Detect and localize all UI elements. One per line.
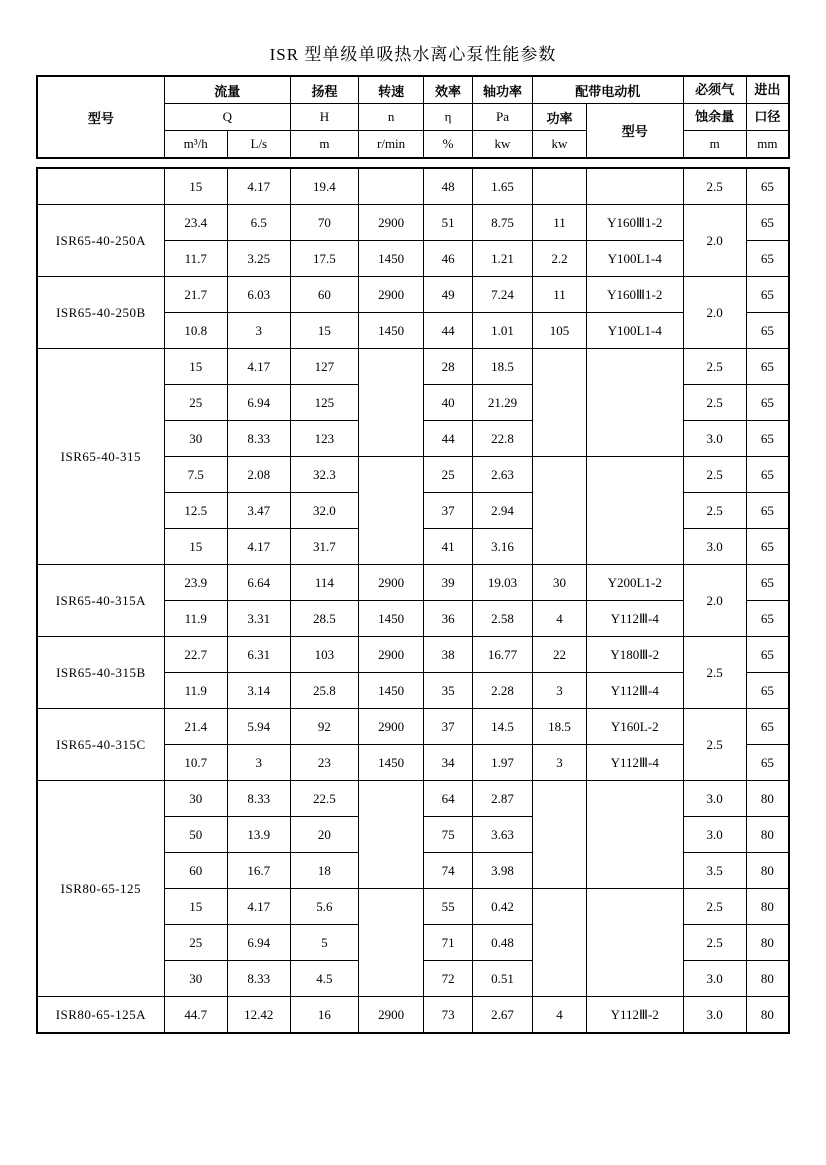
cell-port-diameter: 65 [746,457,789,493]
cell-speed: 2900 [359,277,424,313]
header-unit-eta: % [424,131,473,159]
page-title: ISR 型单级单吸热水离心泵性能参数 [269,45,557,64]
cell-npsh: 3.0 [683,997,746,1034]
table-row [37,637,789,673]
cell-efficiency: 37 [424,493,473,529]
header-eta: η [424,104,473,131]
cell-port-diameter: 65 [746,565,789,601]
cell-port-diameter: 80 [746,961,789,997]
cell-port-diameter: 65 [746,313,789,349]
cell-head: 5 [290,925,358,961]
cell-motor-power: 11 [533,277,587,313]
cell-motor-power: 22 [533,637,587,673]
cell-port-diameter: 65 [746,529,789,565]
cell-head: 125 [290,385,358,421]
cell-flow-m3h: 23.4 [164,205,227,241]
cell-npsh: 2.5 [683,925,746,961]
cell-shaft-power: 0.51 [472,961,532,997]
cell-flow-ls: 8.33 [227,961,290,997]
cell-shaft-power: 1.01 [472,313,532,349]
cell-head: 15 [290,313,358,349]
cell-flow-m3h: 44.7 [164,997,227,1034]
cell-efficiency: 51 [424,205,473,241]
cell-efficiency: 74 [424,853,473,889]
header-unit-motor-kw: kw [533,131,587,159]
cell-efficiency: 41 [424,529,473,565]
cell-flow-ls: 12.42 [227,997,290,1034]
cell-head: 70 [290,205,358,241]
cell-port-diameter: 65 [746,385,789,421]
header-unit-port: mm [746,131,789,159]
header-row-1 [37,76,789,104]
cell-flow-m3h: 11.9 [164,673,227,709]
cell-shaft-power: 2.63 [472,457,532,493]
cell-flow-ls: 2.08 [227,457,290,493]
cell-model: ISR65-40-315A [37,565,164,637]
table-row [37,781,789,817]
cell-flow-ls: 4.17 [227,168,290,205]
cell-head: 18 [290,853,358,889]
header-head: 扬程 [290,76,358,104]
cell-motor-power: 105 [533,313,587,349]
cell-head: 16 [290,997,358,1034]
cell-speed: 1450 [359,313,424,349]
cell-speed [359,168,424,205]
cell-port-diameter: 80 [746,889,789,925]
header-npsh-2: 蚀余量 [683,104,746,131]
cell-flow-ls: 6.5 [227,205,290,241]
cell-npsh: 3.0 [683,529,746,565]
cell-port-diameter: 65 [746,637,789,673]
cell-efficiency: 39 [424,565,473,601]
cell-motor-model: Y160Ⅲ1-2 [586,277,683,313]
header-unit-h: m [290,131,358,159]
cell-flow-ls: 13.9 [227,817,290,853]
header-motor: 配带电动机 [533,76,684,104]
cell-port-diameter: 65 [746,745,789,781]
cell-port-diameter: 65 [746,421,789,457]
cell-npsh: 2.5 [683,637,746,709]
cell-port-diameter: 65 [746,493,789,529]
cell-flow-m3h: 30 [164,961,227,997]
header-n: n [359,104,424,131]
cell-npsh: 2.5 [683,889,746,925]
table-header [36,75,790,159]
cell-head: 4.5 [290,961,358,997]
cell-model: ISR65-40-315C [37,709,164,781]
header-port: 进出 [746,76,789,104]
cell-flow-m3h: 22.7 [164,637,227,673]
cell-motor-power: 4 [533,997,587,1034]
cell-head: 127 [290,349,358,385]
cell-efficiency: 48 [424,168,473,205]
cell-motor-power: 4 [533,601,587,637]
cell-shaft-power: 2.58 [472,601,532,637]
cell-motor-power: 30 [533,565,587,601]
header-unit-pa: kw [472,131,532,159]
cell-speed: 2900 [359,205,424,241]
cell-efficiency: 37 [424,709,473,745]
cell-flow-ls: 3.25 [227,241,290,277]
cell-motor-model [586,168,683,205]
cell-motor-model: Y200L1-2 [586,565,683,601]
cell-port-diameter: 65 [746,168,789,205]
header-motor-power: 功率 [533,104,587,131]
cell-motor-power: 3 [533,745,587,781]
cell-speed: 1450 [359,601,424,637]
cell-efficiency: 28 [424,349,473,385]
cell-flow-m3h: 11.9 [164,601,227,637]
cell-efficiency: 38 [424,637,473,673]
cell-flow-ls: 5.94 [227,709,290,745]
cell-flow-ls: 3.31 [227,601,290,637]
cell-flow-ls: 6.03 [227,277,290,313]
cell-flow-m3h: 21.7 [164,277,227,313]
cell-head: 25.8 [290,673,358,709]
cell-flow-ls: 3 [227,313,290,349]
cell-flow-m3h: 60 [164,853,227,889]
cell-flow-ls: 4.17 [227,529,290,565]
cell-motor-model: Y112Ⅲ-4 [586,601,683,637]
cell-shaft-power: 7.24 [472,277,532,313]
cell-npsh: 2.0 [683,205,746,277]
cell-efficiency: 73 [424,997,473,1034]
cell-flow-ls: 3.47 [227,493,290,529]
cell-model: ISR80-65-125A [37,997,164,1034]
cell-motor-model [586,781,683,889]
cell-efficiency: 46 [424,241,473,277]
cell-motor-power [533,781,587,889]
cell-npsh: 2.5 [683,349,746,385]
cell-head: 60 [290,277,358,313]
table-row [37,349,789,385]
cell-shaft-power: 0.48 [472,925,532,961]
cell-npsh: 2.5 [683,168,746,205]
cell-flow-ls: 6.64 [227,565,290,601]
header-unit-q-m3h: m³/h [164,131,227,159]
cell-speed [359,457,424,565]
cell-efficiency: 71 [424,925,473,961]
cell-speed [359,781,424,889]
header-model: 型号 [37,76,164,158]
cell-head: 22.5 [290,781,358,817]
cell-shaft-power: 3.63 [472,817,532,853]
cell-efficiency: 34 [424,745,473,781]
cell-flow-m3h: 15 [164,529,227,565]
cell-shaft-power: 2.28 [472,673,532,709]
cell-efficiency: 44 [424,421,473,457]
cell-model: ISR80-65-125 [37,781,164,997]
cell-flow-m3h: 12.5 [164,493,227,529]
cell-flow-ls: 3 [227,745,290,781]
cell-head: 19.4 [290,168,358,205]
table-row [37,168,789,205]
cell-motor-power [533,168,587,205]
cell-motor-power [533,349,587,457]
cell-shaft-power: 19.03 [472,565,532,601]
header-motor-model: 型号 [586,104,683,159]
cell-motor-power: 3 [533,673,587,709]
cell-flow-ls: 6.94 [227,925,290,961]
cell-head: 32.0 [290,493,358,529]
cell-npsh: 2.0 [683,277,746,349]
header-efficiency: 效率 [424,76,473,104]
cell-flow-m3h: 50 [164,817,227,853]
cell-shaft-power: 8.75 [472,205,532,241]
cell-flow-ls: 4.17 [227,349,290,385]
cell-head: 20 [290,817,358,853]
cell-flow-m3h: 30 [164,781,227,817]
cell-efficiency: 25 [424,457,473,493]
header-unit-q-ls: L/s [227,131,290,159]
cell-shaft-power: 0.42 [472,889,532,925]
cell-head: 32.3 [290,457,358,493]
cell-speed: 1450 [359,673,424,709]
cell-npsh: 3.0 [683,781,746,817]
cell-motor-model: Y100L1-4 [586,241,683,277]
cell-motor-power [533,889,587,997]
cell-flow-m3h: 30 [164,421,227,457]
cell-efficiency: 72 [424,961,473,997]
cell-port-diameter: 65 [746,673,789,709]
cell-motor-power [533,457,587,565]
cell-flow-m3h: 11.7 [164,241,227,277]
header-unit-npsh: m [683,131,746,159]
cell-motor-model: Y112Ⅲ-2 [586,997,683,1034]
cell-head: 5.6 [290,889,358,925]
cell-efficiency: 44 [424,313,473,349]
header-h: H [290,104,358,131]
cell-npsh: 2.0 [683,565,746,637]
header-port-2: 口径 [746,104,789,131]
cell-port-diameter: 80 [746,925,789,961]
cell-head: 103 [290,637,358,673]
cell-npsh: 3.0 [683,817,746,853]
cell-flow-m3h: 10.8 [164,313,227,349]
cell-shaft-power: 1.65 [472,168,532,205]
header-npsh: 必须气 [683,76,746,104]
cell-npsh: 2.5 [683,457,746,493]
cell-efficiency: 75 [424,817,473,853]
cell-motor-model [586,349,683,457]
cell-port-diameter: 80 [746,817,789,853]
cell-head: 28.5 [290,601,358,637]
cell-shaft-power: 2.67 [472,997,532,1034]
cell-speed: 2900 [359,637,424,673]
cell-shaft-power: 1.97 [472,745,532,781]
cell-speed: 2900 [359,565,424,601]
cell-shaft-power: 16.77 [472,637,532,673]
cell-flow-ls: 6.31 [227,637,290,673]
cell-head: 23 [290,745,358,781]
cell-flow-ls: 3.14 [227,673,290,709]
cell-speed: 2900 [359,709,424,745]
cell-port-diameter: 80 [746,997,789,1034]
header-speed: 转速 [359,76,424,104]
cell-model [37,168,164,205]
cell-shaft-power: 2.94 [472,493,532,529]
cell-port-diameter: 65 [746,601,789,637]
cell-flow-m3h: 15 [164,349,227,385]
cell-npsh: 3.0 [683,961,746,997]
cell-efficiency: 55 [424,889,473,925]
cell-head: 114 [290,565,358,601]
cell-motor-power: 11 [533,205,587,241]
cell-flow-m3h: 15 [164,889,227,925]
cell-head: 123 [290,421,358,457]
cell-npsh: 2.5 [683,493,746,529]
cell-npsh: 2.5 [683,709,746,781]
table-body [36,167,790,1034]
cell-port-diameter: 80 [746,781,789,817]
cell-motor-model: Y100L1-4 [586,313,683,349]
cell-port-diameter: 65 [746,241,789,277]
cell-speed: 1450 [359,241,424,277]
table-row [37,997,789,1034]
cell-motor-model: Y160Ⅲ1-2 [586,205,683,241]
cell-flow-m3h: 25 [164,925,227,961]
table-row [37,205,789,241]
header-q: Q [164,104,290,131]
cell-speed: 2900 [359,997,424,1034]
cell-flow-m3h: 7.5 [164,457,227,493]
cell-motor-model [586,457,683,565]
cell-flow-ls: 6.94 [227,385,290,421]
cell-efficiency: 49 [424,277,473,313]
cell-motor-model: Y180Ⅲ-2 [586,637,683,673]
cell-head: 31.7 [290,529,358,565]
header-pa: Pa [472,104,532,131]
cell-flow-ls: 8.33 [227,781,290,817]
cell-speed: 1450 [359,745,424,781]
cell-speed [359,349,424,457]
cell-shaft-power: 3.16 [472,529,532,565]
cell-motor-model: Y112Ⅲ-4 [586,673,683,709]
cell-shaft-power: 2.87 [472,781,532,817]
header-unit-n: r/min [359,131,424,159]
cell-speed [359,889,424,997]
cell-npsh: 3.5 [683,853,746,889]
cell-npsh: 3.0 [683,421,746,457]
cell-efficiency: 64 [424,781,473,817]
cell-flow-m3h: 15 [164,168,227,205]
cell-flow-m3h: 25 [164,385,227,421]
cell-motor-model: Y112Ⅲ-4 [586,745,683,781]
cell-flow-ls: 8.33 [227,421,290,457]
cell-flow-m3h: 21.4 [164,709,227,745]
header-flow: 流量 [164,76,290,104]
cell-flow-ls: 4.17 [227,889,290,925]
table-row [37,565,789,601]
cell-shaft-power: 22.8 [472,421,532,457]
table-row [37,709,789,745]
table-row [37,277,789,313]
cell-port-diameter: 65 [746,205,789,241]
cell-motor-model [586,889,683,997]
cell-shaft-power: 14.5 [472,709,532,745]
cell-shaft-power: 21.29 [472,385,532,421]
cell-motor-model: Y160L-2 [586,709,683,745]
cell-model: ISR65-40-315 [37,349,164,565]
cell-head: 17.5 [290,241,358,277]
cell-shaft-power: 1.21 [472,241,532,277]
header-shaft-power: 轴功率 [472,76,532,104]
cell-efficiency: 40 [424,385,473,421]
cell-model: ISR65-40-250B [37,277,164,349]
cell-port-diameter: 65 [746,349,789,385]
cell-flow-m3h: 23.9 [164,565,227,601]
cell-flow-m3h: 10.7 [164,745,227,781]
cell-port-diameter: 65 [746,277,789,313]
cell-shaft-power: 3.98 [472,853,532,889]
cell-npsh: 2.5 [683,385,746,421]
cell-efficiency: 35 [424,673,473,709]
cell-shaft-power: 18.5 [472,349,532,385]
cell-motor-power: 18.5 [533,709,587,745]
cell-port-diameter: 65 [746,709,789,745]
cell-efficiency: 36 [424,601,473,637]
cell-model: ISR65-40-250A [37,205,164,277]
cell-head: 92 [290,709,358,745]
cell-motor-power: 2.2 [533,241,587,277]
cell-model: ISR65-40-315B [37,637,164,709]
cell-port-diameter: 80 [746,853,789,889]
cell-flow-ls: 16.7 [227,853,290,889]
